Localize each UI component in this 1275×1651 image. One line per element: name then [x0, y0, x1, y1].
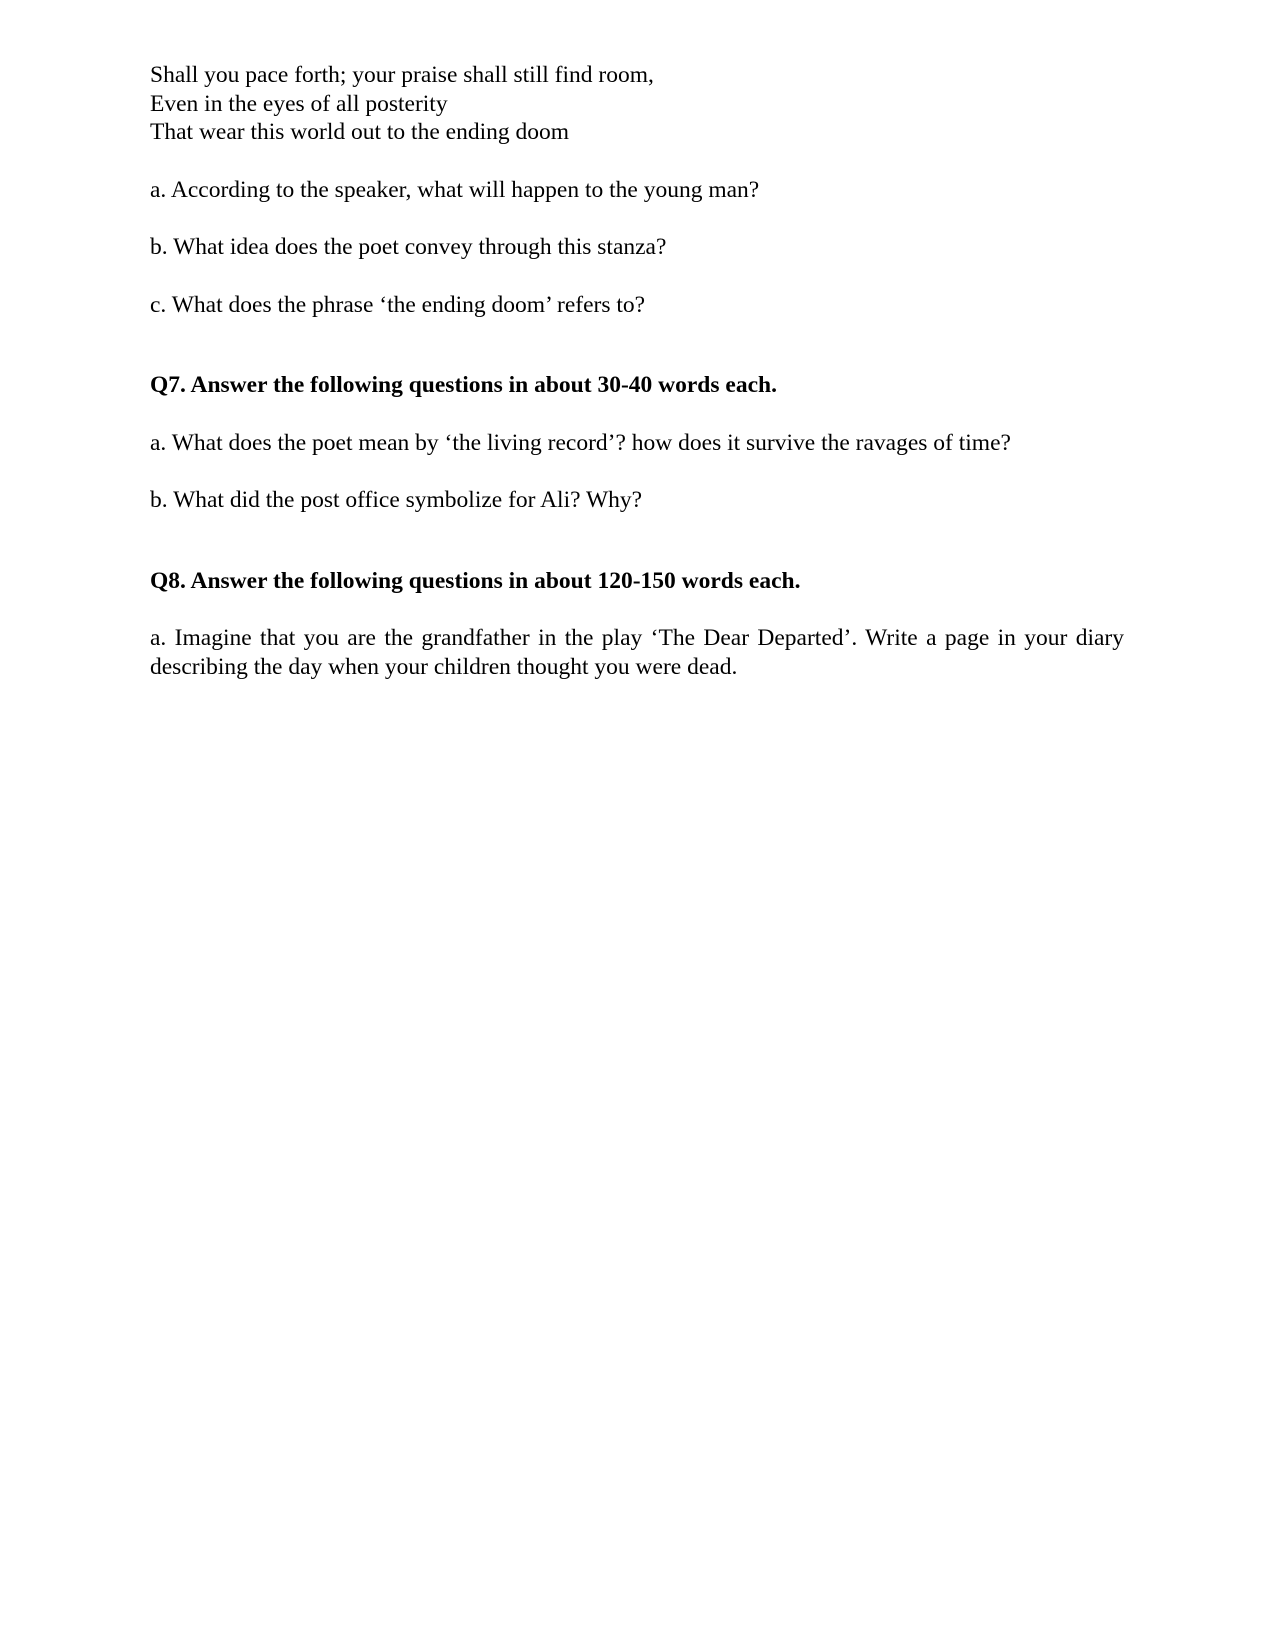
- section-spacer: [150, 348, 1124, 371]
- stanza-question-c: c. What does the phrase ‘the ending doom’ refers to?: [150, 291, 646, 318]
- q8-heading: Q8. Answer the following questions in about 120-150 words each.: [150, 567, 801, 594]
- q7-question-a: a. What does the poet mean by ‘the living record’? how does it survive the ravages of time?: [150, 429, 1011, 456]
- poem-line: Even in the eyes of all posterity: [150, 90, 448, 117]
- stanza-question-b: b. What idea does the poet convey through this stanza?: [150, 234, 667, 260]
- poem-line: That wear this world out to the ending doom: [150, 119, 570, 145]
- q7-heading: Q7. Answer the following questions in about 30-40 words each.: [150, 372, 777, 398]
- q8-question-a: a. Imagine that you are the grandfather in the play ‘The Dear Departed’. Write a page in your diary describing the day when your children thought you were dead.: [150, 625, 1124, 680]
- section-spacer: [150, 544, 1124, 567]
- poem-stanza: [150, 61, 1124, 147]
- document-page: [150, 61, 1124, 711]
- q7-question-b: b. What did the post office symbolize for Ali? Why?: [150, 487, 643, 513]
- stanza-question-a: a. According to the speaker, what will happen to the young man?: [150, 176, 760, 203]
- poem-line: Shall you pace forth; your praise shall still find room,: [150, 62, 654, 88]
